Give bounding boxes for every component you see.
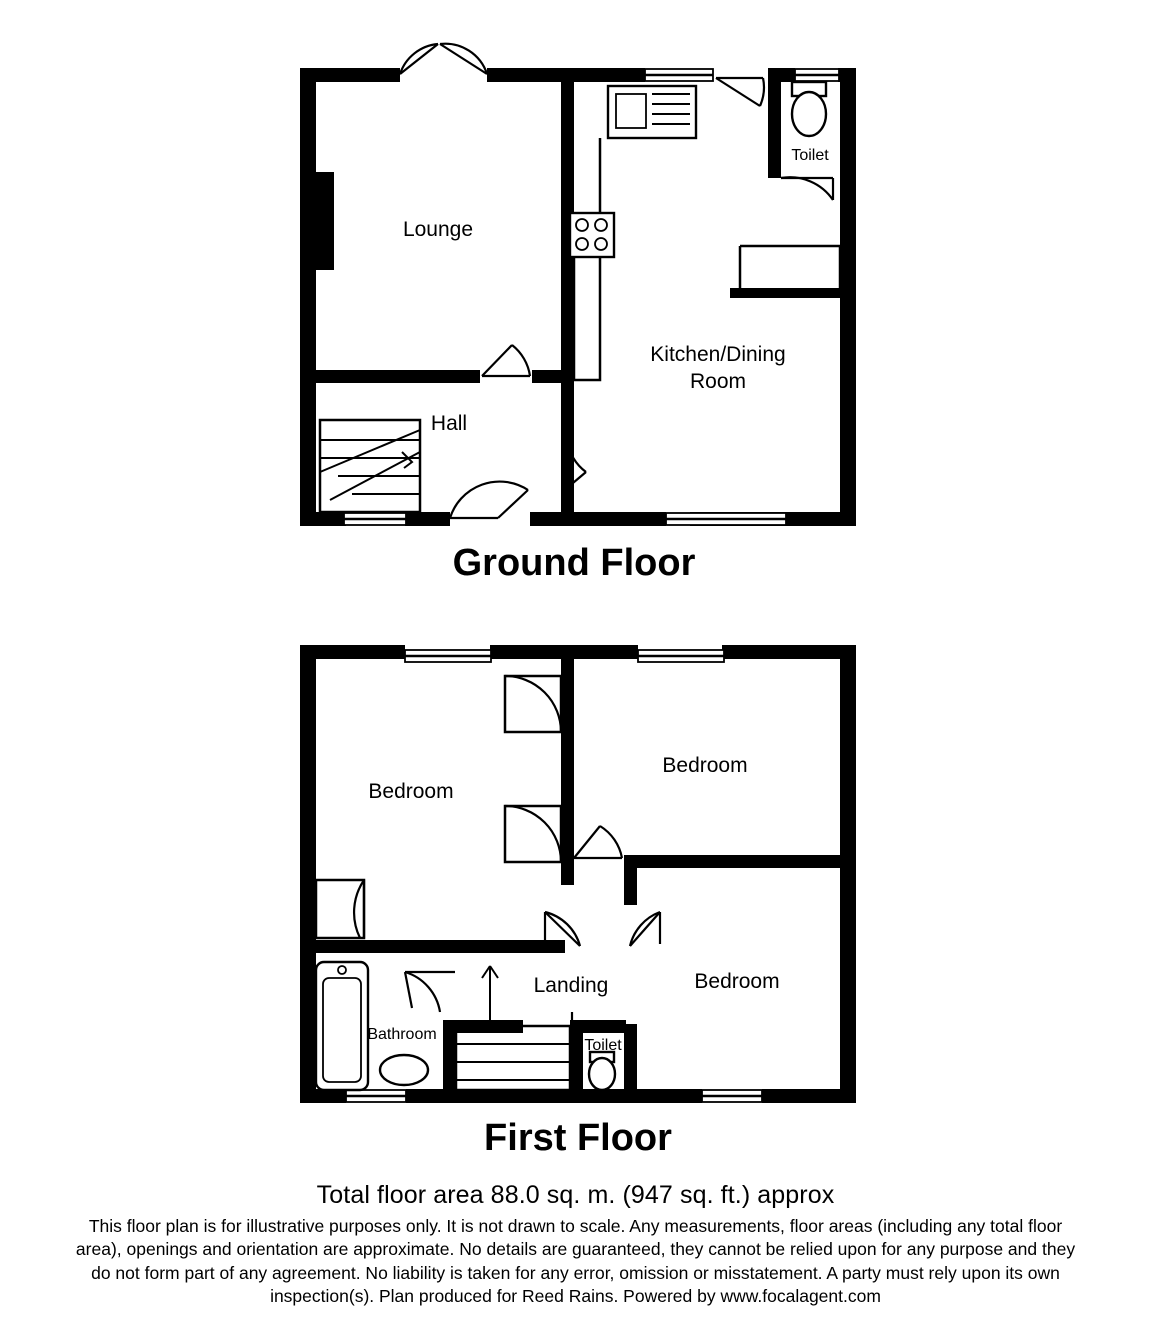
wc-icon-upstairs	[589, 1052, 615, 1090]
disclaimer-line-4: inspection(s). Plan produced for Reed Rains. Powered by www.focalagent.com	[270, 1285, 881, 1306]
ground-room-label-toilet: Toilet	[791, 147, 829, 164]
wc-icon	[792, 82, 826, 136]
first-floor-group	[300, 645, 856, 1159]
disclaimer-line-3: do not form part of any agreement. No liability is taken for any error, omission or misstatement. A party must rely upon its own	[91, 1262, 1060, 1283]
first-floor-title: First Floor	[484, 1117, 672, 1159]
disclaimer-text	[28, 1215, 1123, 1308]
bath-icon	[316, 962, 368, 1090]
disclaimer-line-2: area), openings and orientation are approximate. No details are guaranteed, they cannot be relied upon for any purpose and they	[75, 1239, 1076, 1260]
ground-floor-group	[300, 44, 856, 584]
first-room-label-bedroom-top-right: Bedroom	[662, 754, 748, 777]
first-room-label-toilet: Toilet	[584, 1037, 622, 1054]
hob-icon	[570, 213, 614, 257]
ground-room-label-hall: Hall	[430, 412, 468, 435]
first-room-label-bathroom: Bathroom	[367, 1026, 437, 1043]
ground-room-label-kitchen-line1: Kitchen/Dining	[650, 343, 786, 366]
first-room-label-bedroom-left: Bedroom	[368, 780, 454, 803]
ground-floor-title: Ground Floor	[452, 542, 696, 584]
ground-room-label-kitchen-line2: Room	[689, 370, 747, 393]
total-floor-area: Total floor area 88.0 sq. m. (947 sq. ft.) approx	[316, 1181, 835, 1209]
ground-room-label-lounge: Lounge	[402, 218, 474, 241]
basin-icon	[380, 1055, 428, 1085]
first-room-label-landing: Landing	[533, 974, 609, 997]
staircase-icon	[320, 420, 420, 512]
first-room-label-bedroom-bottom-right: Bedroom	[694, 970, 780, 993]
disclaimer-line-1: This floor plan is for illustrative purposes only. It is not drawn to scale. Any measurements, floor areas (including any total floor	[88, 1216, 1063, 1236]
